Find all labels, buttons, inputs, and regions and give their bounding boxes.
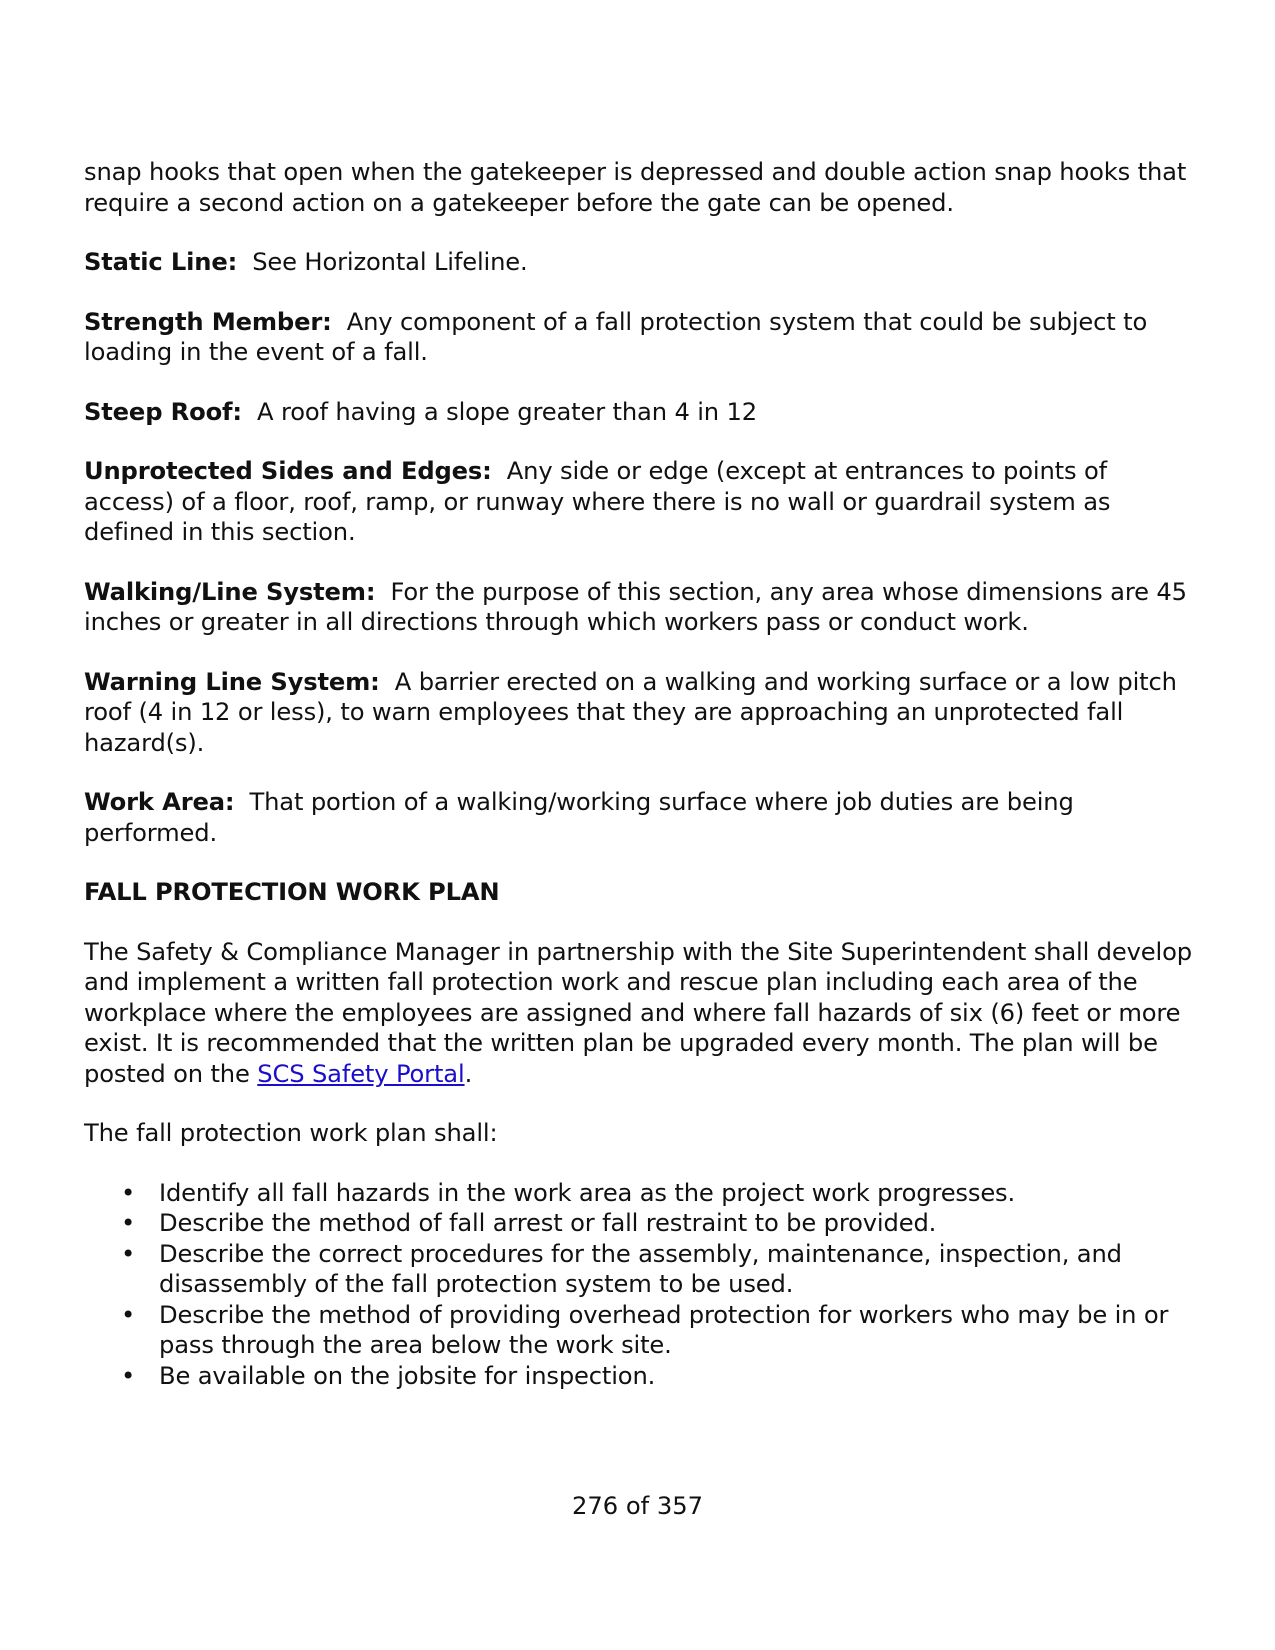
definition-text: Any side or edge (except at entrances to points of access) of a floor, roof, ramp, or runway where there is no wall or guardrail system as defined in this section. [84, 457, 1111, 546]
definition-term: Static Line: [84, 248, 238, 276]
list-item-text: Describe the method of fall arrest or fall restraint to be provided. [159, 1209, 937, 1237]
definition-strength-member [84, 307, 1199, 368]
bullet-icon: • [121, 1209, 136, 1237]
section-heading: FALL PROTECTION WORK PLAN [84, 878, 500, 906]
list-item [84, 1239, 1199, 1300]
definition-term: Unprotected Sides and Edges: [84, 457, 492, 485]
definition-walking-line-system [84, 577, 1199, 638]
requirements-list [84, 1178, 1199, 1392]
list-item [84, 1208, 1199, 1239]
continuation-paragraph: snap hooks that open when the gatekeeper is depressed and double action snap hooks that require a second action on a gatekeeper before the gate can be opened. [84, 158, 1187, 217]
definition-work-area [84, 787, 1199, 848]
work-plan-paragraph [84, 937, 1199, 1090]
definition-text: That portion of a walking/working surface where job duties are being performed. [84, 788, 1074, 847]
list-item-text: Be available on the jobsite for inspection. [159, 1361, 656, 1390]
list-item-text: Describe the method of providing overhead protection for workers who may be in or pass through the area below the work site. [159, 1300, 1169, 1359]
list-item [84, 1361, 1199, 1392]
definition-text: A barrier erected on a walking and working surface or a low pitch roof (4 in 12 or less), to warn employees that they are approaching an unprotected fall hazard(s). [84, 667, 1177, 757]
definition-term: Warning Line System: [84, 667, 380, 696]
definition-term: Work Area: [84, 788, 235, 816]
list-item-text: Describe the correct procedures for the assembly, maintenance, inspection, and disassembly of the fall protection system to be used. [159, 1239, 1122, 1298]
list-intro: The fall protection work plan shall: [84, 1119, 498, 1147]
list-item [84, 1300, 1199, 1361]
list-item-text: Identify all fall hazards in the work area as the project work progresses. [159, 1178, 1016, 1207]
definition-warning-line-system [84, 667, 1199, 759]
bullet-icon: • [121, 1239, 136, 1268]
definition-text: A roof having a slope greater than 4 in 12 [257, 397, 757, 426]
work-plan-text-end: . [464, 1059, 473, 1088]
document-page [84, 157, 1199, 1391]
definition-term: Strength Member: [84, 307, 332, 336]
bullet-icon: • [121, 1361, 136, 1390]
scs-safety-portal-link[interactable]: SCS Safety Portal [257, 1059, 465, 1088]
definition-unprotected-sides [84, 456, 1199, 548]
page-number: 276 of 357 [571, 1492, 704, 1520]
definition-steep-roof [84, 397, 1199, 428]
definition-text: See Horizontal Lifeline. [252, 248, 528, 276]
definition-term: Walking/Line System: [84, 577, 376, 606]
definition-text: Any component of a fall protection system that could be subject to loading in the event of a fall. [84, 307, 1148, 366]
bullet-icon: • [121, 1300, 136, 1329]
definition-text: For the purpose of this section, any area whose dimensions are 45 inches or greater in all directions through which workers pass or conduct work. [84, 577, 1187, 636]
work-plan-text: The Safety & Compliance Manager in partnership with the Site Superintendent shall develop and implement a written fall protection work and rescue plan including each area of the workplace where the employees are assigned and where fall hazards of six (6) feet or more exist. It is recommended that the written plan be upgraded every month. The plan will be posted on the [84, 937, 1192, 1088]
bullet-icon: • [121, 1178, 136, 1207]
list-item [84, 1178, 1199, 1209]
definition-term: Steep Roof: [84, 397, 242, 426]
definition-static-line [84, 247, 1199, 278]
